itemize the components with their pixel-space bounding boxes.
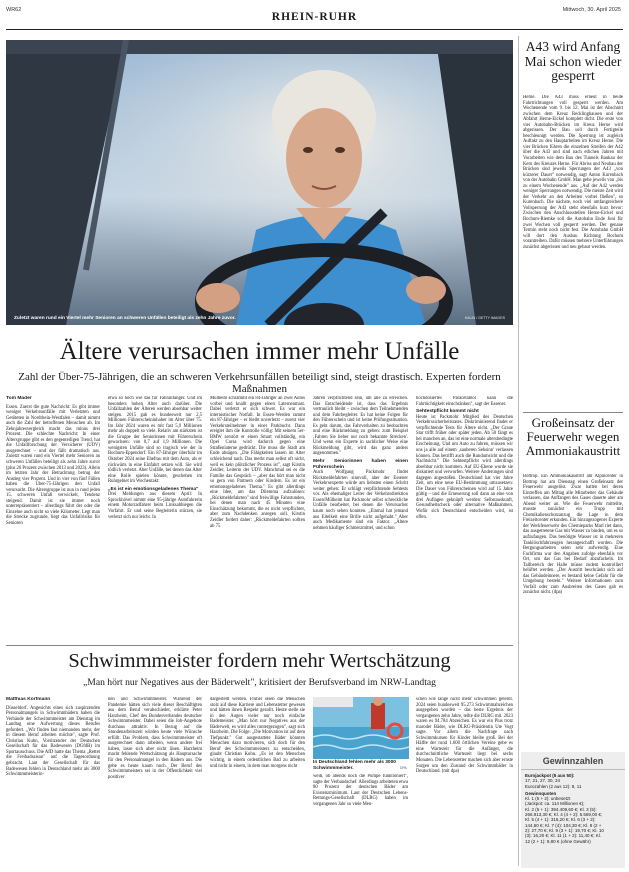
lottery-results <box>521 770 625 847</box>
lottery-line: (3): 16,20 €; Kl. 11 (1 + 2): 11,40 €; Kl. <box>525 833 602 839</box>
second-column-5 <box>416 697 513 867</box>
second-dek: „Man hört nur Negatives aus der Bäderwelt", kritisiert der Berufsverband im NRW-Landtag <box>83 677 436 688</box>
article-text: Auch Wolfgang Packmohr findet Rückmeldefahrten sinnvoll, aber der Essener Verkehrsexperte würde am liebsten einen Schritt weiter gehen: Er schlägt verpflichtende Sehtests vor. Als ehemaliger Leiter der Verkehrsdirektion Essen/Mülheim hat Packmohr selbst schreckliche Unfälle bearbeitet, bei denen die Verursacher kaum noch sehen konnten. „Einmal hat jemand aus Eitelkeit eine Brille nicht aufgehabt." Aber auch Medikamente sind ein Faktor. „Ältere nehmen häufiger Schmerzmittel, und schon <box>313 470 408 531</box>
article-text: schen wie lange nicht mehr schwimmen gelernt. 2024 seien bundesweit 95.273 Schwimmabzeichen ausgegeben worden – das beste Ergebnis der vergangenen zehn Jahre, teilte die DLRG mit. 2023 waren es 94.784 Abzeichen. Es war ein Plus trotz maroder Bäder, wie DLRG-Präsidentin Ute Vogt sagte. Vor allem die Nachfrage nach Schwimmkursen für Kinder bleibe groß. Bei der Hälfte der rund 1.600 örtlichen Vereine gebe es eine Wartezeit für die Anfänger, die durchschnittliche Wartezeit liegt bei sechs Monaten. Die Lebensretter machen sich aber ernste Sorgen um den Zustand der Schwimmbäder in Deutschland. (mit dpa) <box>416 697 513 775</box>
lottery-line: (Jackpot: ca. 114 Millionen €); <box>525 801 585 807</box>
main-column-2 <box>108 396 202 641</box>
lottery-line: 17, 21, 27, 30, 34 <box>525 778 561 784</box>
pool-photo-credit: DPA <box>400 766 407 770</box>
main-headline: Ältere verursachen immer mehr Unfälle <box>59 338 460 365</box>
main-column-4 <box>313 396 408 641</box>
main-column-5 <box>416 396 513 641</box>
photo-caption: Zuletzt waren rund ein Viertel mehr Senioren an schweren Unfällen beteiligt als zehn Jahre zuvor. <box>14 316 236 321</box>
sidebar-divider-line <box>523 412 623 413</box>
lottery-line: 266.913,30 €; Kl. 4 (4 + 2): 5.569,00 €; <box>525 812 603 818</box>
lottery-line: Eurojackpot (5 aus 50): <box>525 773 575 778</box>
author-byline: Matthias Korfmann <box>6 697 51 702</box>
subheading: „Es ist ein emotionsgeladenes Thema" <box>108 486 199 492</box>
lottery-line: Kl. 1 (5 + 2): unbesetzt <box>525 796 571 802</box>
lottery-line: Gewinnquoten <box>525 790 557 796</box>
article-text: Düsseldorf. Angesichts eines sich zuspitzenden Personalmangels in Schwimmbädern haben die Verbände der Schwimmmeister am Dienstag im Landtag eine Aufwertung dieses Berufes gefordert. „Wir finden fast niemanden mehr, der in diesem Beruf arbeiten möchte", sagte Prof. Christian Kuhn, Vorsitzender der Deutschen Gesellschaft für das Badewesen (DGfdB) im Sportausschuss. Die AfD hatte das Thema „Rettet die Freibadsaison" auf die Tagesordnung gebracht. Laut der Gesellschaft für das Badewesen fehlen in Deutschland mehr als 3000 Schwimmmeisterin- <box>6 705 100 778</box>
article-text: Herne. Die A43 muss erneut in beide Fahrtrichtungen voll gesperrt werden. Am Wochenende vom 9. bis 12. Mai ist der Abschnitt zwischen dem Kreuz Recklinghausen und der Abfahrt Herne-Eickel komplett dicht. Die erste von vier Autobahn-Brücken im Kreuz Herne wird abgerissen. Der Bau soll durch Fertigteile beschleunigt werden. Die Sperrung ist zugleich Auftakt zu den Hauptarbeiten im Kreuz Herne. Die vier Brücken führen die einzelnen Streifen der A42 über die A43 und sind nach etlichen Jahren mit Vorarbeiten wie dem Bau des Tunnels Baukau der Kern des Kreuzes Herne. Für Abriss und Neubau der Brücken sind jeweils Sperrungen der A43 „von kürzerer Dauer" notwendig, sagt Anton Kurenbach von der Autobahn GmbH. Man gehe jeweils von „bis zu einem Wochenende" aus. „Auf der A42 werden weniger Sperrungen notwendig. Die meiste Zeit wird der Verkehr an den Arbeiten vorbei fließen", so Kurenbach. Die nächste, noch viel umfangreichere Vollsperrung der A43 steht ebenfalls kurz bevor: Zwischen den Anschlussstellen Herne-Eickel und Bochum-Riemke soll die Autobahn Ende Juni für zwei Wochen voll gesperrt werden. Der genaue Termin steht noch nicht fest. Die Autobahn GmbH will dort den Ausbau Richtung Bochum vorantreiben. Dafür müssen mehrere Unterführungen zunächst abgerissen und neu gebaut werden. <box>523 95 623 250</box>
main-column-1 <box>6 396 100 641</box>
article-text: Drei Meldungen aus diesem April: In Sprockhövel nimmt eine 95-jährige Autofahrerin einem Motorradfahrer beim Linksabbiegen die Vorfahrt. Er und seine Begleiterin stürzen, sie verletzt sich nur leicht. In <box>108 492 202 520</box>
article-text: weiß, ob abends noch die Pumpe funktioniert", sagte der Verbandschef. Allerdings arbeiteten etwa 80 Prozent der deutschen Bäder am Existenzminimum. Laut der Deutschen Lebens-Rettungs-Gesellschaft (DLRG) haben im vergangenen Jahr so viele Men- <box>313 774 408 807</box>
article-text: etwa so hoch wie das für Fahranfänger. Und im besonders hohen Alter auch darüber. Die Unfallzahlen der Älteren werden absehbar weiter steigen. 2015 gab es bundesweit nur 2,5 Millionen Führerscheininhaber im Alter über 75. Im Jahr 2024 waren es mit fast 5,9 Millionen mehr als doppelt so viele. Relativ am stärksten ist die Gruppe der Seniorinnen mit Führerschein gewachsen: von 0,7 auf 1,9 Millionen. Die wenigsten Unfälle sind so tragisch wie der in Bochum-Eppendorf. Ein 87-Jähriger überfuhr im Oktober 2024 seine Ehefrau mit dem Auto, als er rückwärts in eine Einfahrt setzen will. Sie wird tödlich verletzt. Aber Unfälle, bei denen das Alter eine Rolle spielen könnte, geschehen im Ruhrgebiet im Wochentakt: <box>108 396 202 485</box>
article-text: hochdosiertes Paracetamol kann die Fahrtüchtigkeit einschränken", sagt der Essener. <box>416 396 513 407</box>
lottery-title: Gewinnzahlen <box>521 752 625 770</box>
author-byline: Tom Mader <box>6 396 32 401</box>
section-title: RHEIN-RUHR <box>271 11 358 23</box>
issue-date: Mittwoch, 30. April 2025 <box>562 7 621 13</box>
lottery-line: Eurozahlen (2 aus 12): 8, 11 <box>525 783 582 789</box>
sidebar-article-feuerwehr <box>523 474 623 726</box>
second-column-4 <box>313 774 408 868</box>
sidebar-headline-a43: A43 wird Anfang Mai schon wieder gesperrt <box>524 39 622 83</box>
sidebar-article-a43 <box>523 95 623 408</box>
header-rule <box>6 29 623 30</box>
second-headline: Schwimmmeister fordern mehr Wertschätzung <box>68 650 451 672</box>
lottery-line: 144,60 €; Kl. 7 (4): 104,30 €; Kl. 8 (2 + <box>525 822 602 828</box>
second-column-1 <box>6 697 100 867</box>
article-text: Bottrop. Ein Ammoniakaustritt am Alpincenter in Bottrop hat am Dienstag einen Großeinsatz der Feuerwehr ausgelöst. Zwar hatten bei deren Eintreffen am Mittag alle Mitarbeiter das Gebäude verlassen, das Auffangen des Gases dauerte aber am Abend weiter an. Wie die Feuerwehr mitteilte, musste zunächst ein Trupp mit Chemikalienschutzanzug die Lage in dem Freizeitcenter erkunden. Ein hinzugezogener Experte der Werkfeuerwehr des Chemieparks Marl riet dann, das ausgetretene Gas mit Wasser zu binden, um es so aufzufangen. Das benötigte Wasser ist in mehreren Tanklöschfahrzeugen herangeschafft worden. Die Bergungsarbeiten seien sehr aufwendig. Eine Fachfirma war den Angaben zufolge ebenfalls vor Ort, um das Gas bei Bedarf abzufackeln. Im Tallbereich der Halle müsse zudem kontrolliert belüftet werden. „Der Austritt beschränkt sich auf das Gebäudeinnere, es bestand keine Gefahr für die Umgebung besteht." Weitere Informationen zum Vorfall oder zum Ausbreiten des Gases gab es zunächst nicht. (dpa) <box>523 474 623 596</box>
hero-photo <box>6 40 513 325</box>
lottery-disclaimer: (ohne Gewähr) <box>560 838 591 844</box>
section-divider <box>6 645 513 646</box>
article-text: nen und Schwimmmeister. Während der Pandemie hätten sich viele dieser Beschäftigten aus dem Beruf verabschiedet, erklärte Peter Harzheim, Chef des Bundesverbandes deutscher Schwimmmeister. Dabei seien die Job-Angebote durchaus attraktiv. In Bezug auf die Stundenarbeitszeit würden heute viele Wünsche erfüllt. Das Problem, dass Schwimmmeister oft ausgerechnet dann arbeiten, wenn andere frei haben, lasse sich aber nicht lösen. Harzheim macht fehlende Wertschätzung als Hauptursache für den Personalmangel in den Bädern aus. Die gebe es heute kaum noch. Der Beruf des Schwimmmeisters sei in der Öffentlichkeit viel positiver <box>108 697 202 780</box>
subheading: Sehtestpflicht kommt nicht <box>416 409 479 415</box>
main-dek: Zahl der Über-75-Jährigen, die an schweren Verkehrsunfällen beteiligt sind, steigt drastisch. Experten fordern Maßnahmen <box>18 371 501 395</box>
main-column-3 <box>210 396 305 641</box>
pool-photo <box>313 697 409 759</box>
article-text: Heute ist Packmohr Mitglied des Deutschen Verkehrssicherheitsrates. Diskriminierend findet er verpflichtende Tests für Ältere nicht. „Der Graue Star trifft früher oder später jeden. Ab 50 fängt es bei manchen an, das ist eine normale altersbedingte Erscheinung. Und um Auto zu fahren, müssen wir uns ja alle auf einem ‚sauberen Sehsinn' verlassen können. Das betrifft auch die Rundumsicht und die Nachtsicht." Die Sehtestpflicht wird allerdings absehbar nicht kommen. Auf EU-Ebene wurde sie diskutiert und verworfen. Weitere Änderungen sind dagegen angestoßen. Deutschland hat vier Jahre Zeit, um eine neue EU-Bestimmung umzusetzen: Die Dauer von Führerscheinen wird auf 15 Jahre gültig – und die Erneuerung soll dann an eine von drei Auflagen geknüpft werden: Selbstauskunft, Gesundheitscheck oder alternative Maßnahmen. Wofür sich Deutschland entscheiden wird, ist offen. <box>416 414 513 520</box>
lottery-box <box>521 752 625 868</box>
subheading: Mehr Seniorinnen haben einen Führerschein <box>313 459 408 470</box>
lottery-line: 12 (2 + 1): 9,80 € <box>525 838 560 844</box>
article-text: Mülheim schrammt ein 84-Jähriger an zwei Autos vorbei und knallt gegen einen Laternenmast. Dabei verletzt er sich schwer. Es war ein internistischer Notfall. In Essen-Werden rammt ein 87-Jähriger – er bleibt unverletzt – zuerst vier Verkehrsteilnehmer in einer Parkbucht. Dann ereiglet ihm die Kontrolle völlig: Mit seinem 5er-BMW zerstört er einen Smart vollständig, ein Opel Corsa wird dadurch gegen eine Straßenlaterne gedrückt. Die muss die Stadt am Ende absägen. „Die Fähigkeiten lassen im Alter schleichend nach. Das merkt man selbst oft nicht, weil es kein plötzlicher Prozess ist", sagt Kirstin Zeidler, Leiterin der UDV. Manchmal sei es die Familie das Gespräch – „aber das hört man nicht so gern von Partnern oder Kindern. Es ist ein emotionsgeladenes Thema." Es gibt allerdings eine Idee, um das Dilemma aufzulösen: „Rückmeldefahrten" sind freiwillige Fahrstunden, bei denen man nach 45 Minuten eine Einschätzung bekommt, die es nicht verpflichtet, aber zum Nachdenken anregen soll. Kirstin Zeidler fordert daher: „Rückmeldefahrten sollten ab 75 <box>210 396 305 529</box>
pool-photo-caption: In Deutschland fehlen mehr als 3000 Schwimmmeister. <box>313 760 396 771</box>
lottery-line: Kl. 5 (4 + 1): 316,20 €; Kl. 6 (3 + 2): <box>525 817 596 823</box>
page-section-label: WR62 <box>6 7 22 13</box>
second-column-3 <box>210 697 305 867</box>
lottery-line: Kl. 2 (5 + 1): 394.409,60 €; Kl. 3 (5): <box>525 806 597 812</box>
photo-credit: KALIN / GETTY IMAGES <box>464 316 505 320</box>
sidebar-headline-feuerwehr: Großeinsatz der Feuerwehr wegen Ammoniakaustritt <box>525 415 621 458</box>
article-text: Essen. Zuerst die gute Nachricht: Es gibt immer weniger Verkehrsunfälle mit Verletzten und Getöteten in Nordrhein-Westfalen – damit nimmt auch die Zahl der betroffenen Menschen ab. Im Zehnjahresvergleich macht das minus drei Prozent. Die schlechte Nachricht: In einer Altersgruppe gibt es den gegenteiligen Trend, hat die Unfallforschung der Versicherer (UDV) ausgerechnet – und der fällt dramatisch aus. Zuletzt waren rund ein Viertel mehr Senioren an schweren Unfällen beteiligt als zehn Jahre zuvor (plus 26 Prozent zwischen 2013 und 2023). Allein im letzten Jahr der Betrachtung betrug der Anstieg vier Prozent. Und in vier von fünf Fällen haben die Über-75-Jährigen den Unfall verursacht. Die Altersgruppe ist nun in rund jeden 15. schweren Unfall verwickelt, Tendenz steigend. Damit ist sie immer noch unterrepräsentiert – allerdings führt der oder die Einzelne auch nicht so viele Kilometer. Legt man die Strecke zugrunde, liegt das Unfallrisiko für Senioren <box>6 404 100 527</box>
sidebar-divider <box>518 36 519 866</box>
lottery-line: 2): 27,70 €; Kl. 9 (3 + 1): 19,70 €; Kl. 10 <box>525 827 604 833</box>
article-text: Jahren verpflichtend sein, um alle zu erreichen. Das Entscheidende ist, dass das Ergebnis vertraulich bleibt – zwischen dem Teilnehmenden und dem Fahrbegleiter. Es hat keine Folgen für den Führerschein und ist keine Prüfungssituation. Es geht darum, das Fahrverhalten zu beobachten und eine Rückmeldung zu geben: zum Beispiel ‚Fahren Sie lieber nur noch bekannte Strecken'. Und wenn ein Experte in sachlicher Weise eine Rückmeldung gibt, wird das ganz anders angenommen." <box>313 396 408 457</box>
second-column-2 <box>108 697 202 867</box>
article-text: dargestellt werden. Früher seien die Menschen stolz auf diese Karriere und Lebensretter gewesen und hätten ihnen Respekt gezollt. Heute stelle sie in den Augen vieler nur noch einfache Bademeister. „Man hört nur Negatives aus der Bäderwelt, es wird alles runtergezogen", sagt sich Harzheim. Die Folge: „Die Motivation ist auf dem Tiefpunkt." Gut ausgestattete Bäder könnten Menschen dazu motivieren, sich doch für den Beruf des Schwimmmeisters zu entscheiden, glaubt Christian Kuhn. „Es ist den Menschen wichtig, in einem ordentlichen Bad zu arbeiten und nicht in einem, in dem man morgens nicht <box>210 697 305 769</box>
